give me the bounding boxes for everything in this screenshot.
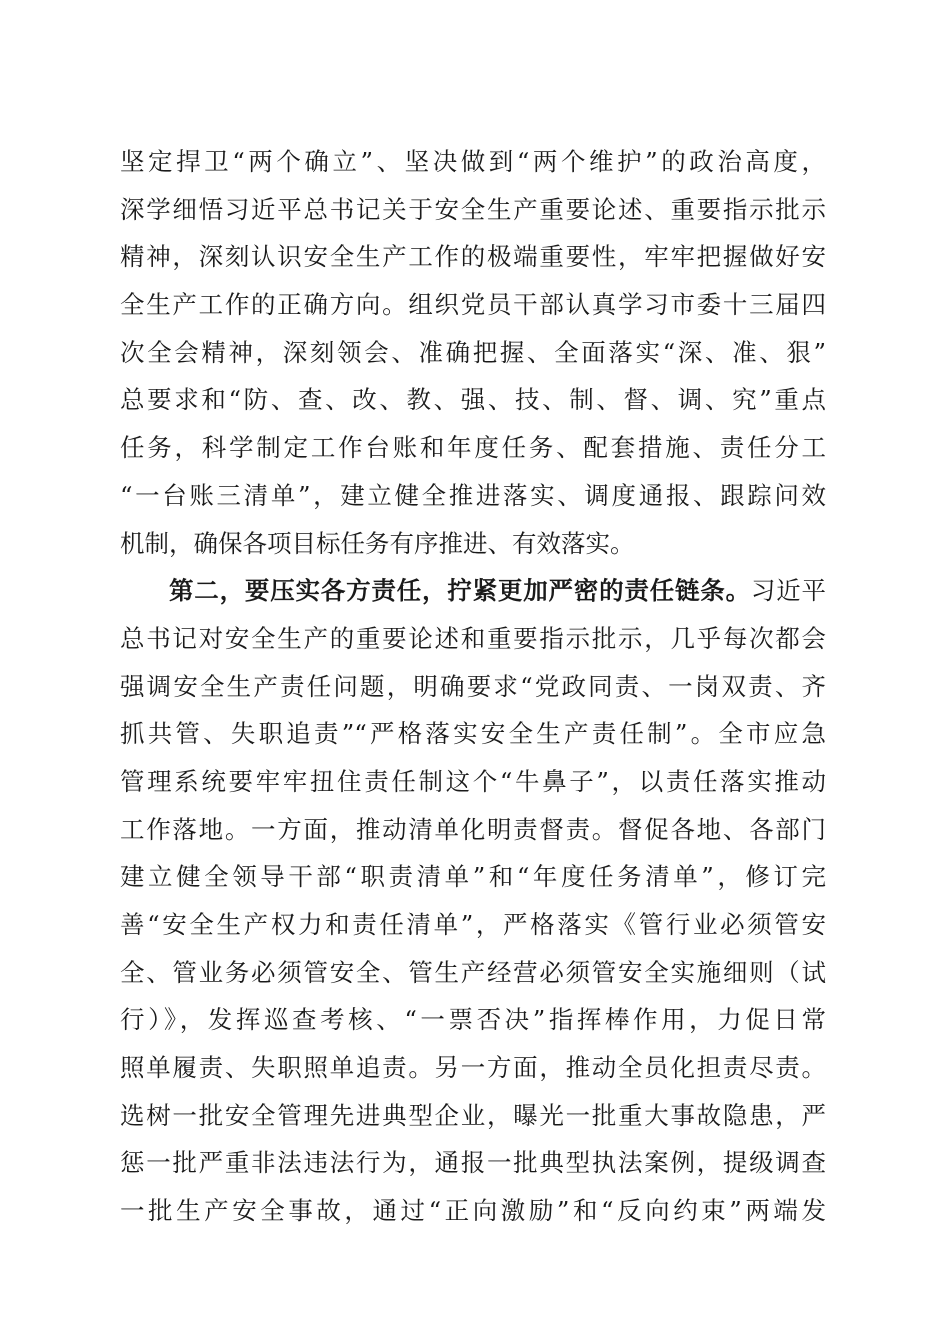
text-line: 照单履责、失职照单追责。另一方面，推动全员化担责尽责。	[120, 1053, 826, 1083]
text-line: 机制，确保各项目标任务有序推进、有效落实。	[120, 528, 635, 558]
heading-line-rest: 习近平	[750, 576, 826, 606]
paragraph-1	[120, 138, 826, 567]
text-line: 抓共管、失职追责”“严格落实安全生产责任制”。全市应急	[120, 719, 826, 749]
section-heading: 第二，要压实各方责任，拧紧更加严密的责任链条。	[169, 576, 751, 606]
text-line: 选树一批安全管理先进典型企业，曝光一批重大事故隐患，严	[120, 1100, 826, 1130]
paragraph-2	[120, 567, 826, 1235]
document-body	[120, 138, 826, 1235]
text-line: 总书记对安全生产的重要论述和重要指示批示，几乎每次都会	[120, 623, 826, 653]
text-line: 建立健全领导干部“职责清单”和“年度任务清单”，修订完	[120, 862, 826, 892]
text-line: 精神，深刻认识安全生产工作的极端重要性，牢牢把握做好安	[120, 242, 826, 272]
paragraph-heading-line	[120, 567, 826, 615]
text-line: 次全会精神，深刻领会、准确把握、全面落实“深、准、狠”	[120, 337, 826, 367]
text-line: 行）》，发挥巡查考核、“一票否决”指挥棒作用，力促日常	[120, 1005, 826, 1035]
text-line: 全生产工作的正确方向。组织党员干部认真学习市委十三届四	[120, 290, 826, 320]
text-line: 工作落地。一方面，推动清单化明责督责。督促各地、各部门	[120, 814, 826, 844]
text-line: 一批生产安全事故，通过“正向激励”和“反向约束”两端发	[120, 1196, 826, 1226]
text-line: 任务，科学制定工作台账和年度任务、配套措施、责任分工	[120, 433, 826, 463]
text-line: 管理系统要牢牢扭住责任制这个“牛鼻子”，以责任落实推动	[120, 766, 826, 796]
text-line: 坚定捍卫“两个确立”、坚决做到“两个维护”的政治高度，	[120, 147, 826, 176]
text-line: 惩一批严重非法违法行为，通报一批典型执法案例，提级调查	[120, 1148, 826, 1178]
text-line: 强调安全生产责任问题，明确要求“党政同责、一岗双责、齐	[120, 671, 826, 701]
text-line: “一台账三清单”，建立健全推进落实、调度通报、跟踪问效	[120, 480, 826, 510]
text-line: 总要求和“防、查、改、教、强、技、制、督、调、究”重点	[120, 385, 826, 415]
text-line: 善“安全生产权力和责任清单”，严格落实《管行业必须管安	[120, 910, 826, 939]
text-line: 全、管业务必须管安全、管生产经营必须管安全实施细则（试	[120, 957, 826, 987]
text-line: 深学细悟习近平总书记关于安全生产重要论述、重要指示批示	[120, 194, 826, 224]
